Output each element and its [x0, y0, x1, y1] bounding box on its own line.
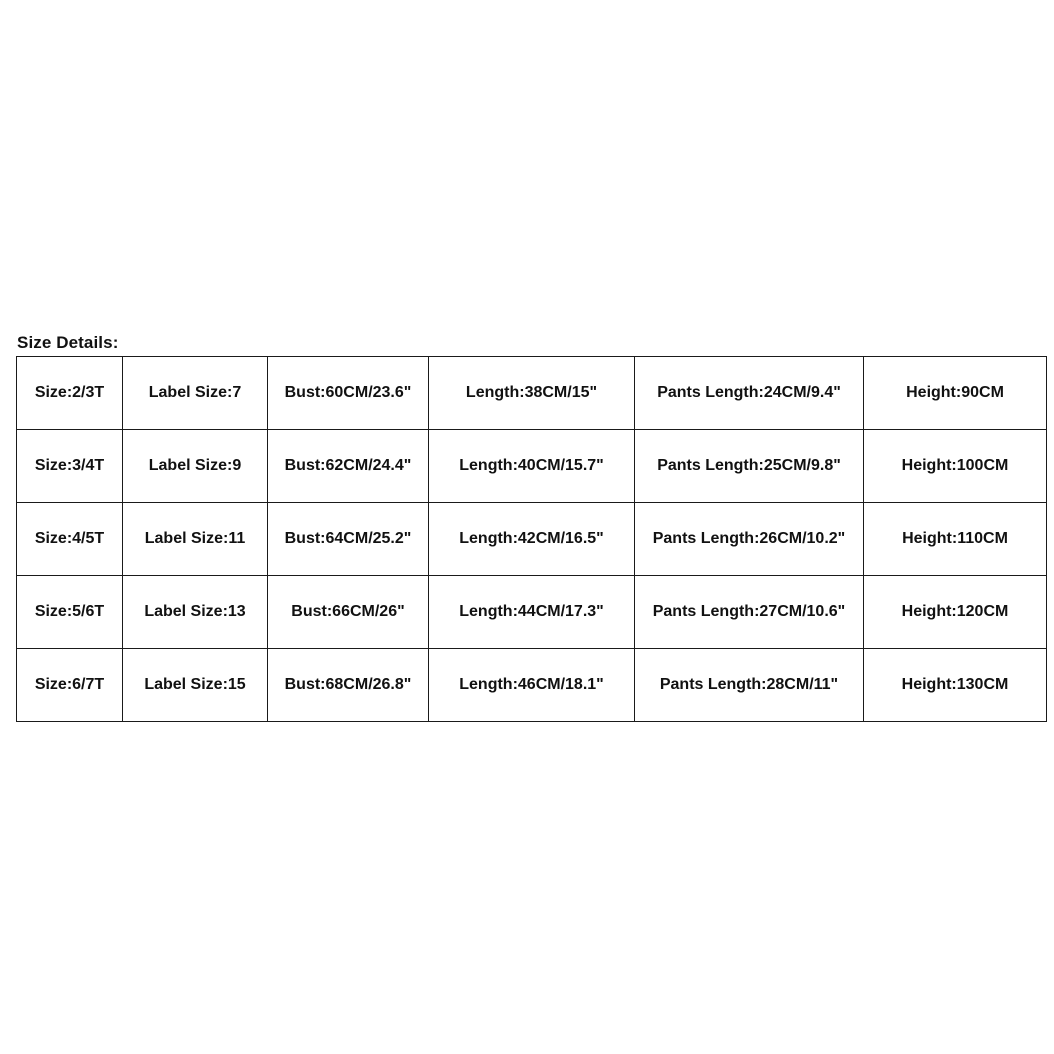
pants-length-cell: Pants Length:24CM/9.4": [635, 357, 864, 430]
size-cell: Size:3/4T: [17, 430, 123, 503]
bust-cell: Bust:68CM/26.8": [268, 649, 429, 722]
height-cell: Height:120CM: [864, 576, 1047, 649]
label-size-cell: Label Size:13: [123, 576, 268, 649]
height-cell: Height:100CM: [864, 430, 1047, 503]
length-cell: Length:42CM/16.5": [429, 503, 635, 576]
table-row: [17, 357, 1047, 430]
length-cell: Length:46CM/18.1": [429, 649, 635, 722]
size-cell: Size:2/3T: [17, 357, 123, 430]
size-details-heading: Size Details:: [17, 333, 119, 352]
table-row: [17, 503, 1047, 576]
label-size-cell: Label Size:11: [123, 503, 268, 576]
pants-length-cell: Pants Length:25CM/9.8": [635, 430, 864, 503]
label-size-cell: Label Size:15: [123, 649, 268, 722]
height-cell: Height:110CM: [864, 503, 1047, 576]
table-row: [17, 649, 1047, 722]
bust-cell: Bust:66CM/26": [268, 576, 429, 649]
label-size-cell: Label Size:9: [123, 430, 268, 503]
table-row: [17, 430, 1047, 503]
height-cell: Height:90CM: [864, 357, 1047, 430]
bust-cell: Bust:62CM/24.4": [268, 430, 429, 503]
pants-length-cell: Pants Length:26CM/10.2": [635, 503, 864, 576]
bust-cell: Bust:64CM/25.2": [268, 503, 429, 576]
label-size-cell: Label Size:7: [123, 357, 268, 430]
size-chart-table: [16, 356, 1047, 722]
size-cell: Size:6/7T: [17, 649, 123, 722]
height-cell: Height:130CM: [864, 649, 1047, 722]
length-cell: Length:40CM/15.7": [429, 430, 635, 503]
bust-cell: Bust:60CM/23.6": [268, 357, 429, 430]
pants-length-cell: Pants Length:28CM/11": [635, 649, 864, 722]
pants-length-cell: Pants Length:27CM/10.6": [635, 576, 864, 649]
length-cell: Length:38CM/15": [429, 357, 635, 430]
table-row: [17, 576, 1047, 649]
length-cell: Length:44CM/17.3": [429, 576, 635, 649]
size-cell: Size:4/5T: [17, 503, 123, 576]
size-cell: Size:5/6T: [17, 576, 123, 649]
